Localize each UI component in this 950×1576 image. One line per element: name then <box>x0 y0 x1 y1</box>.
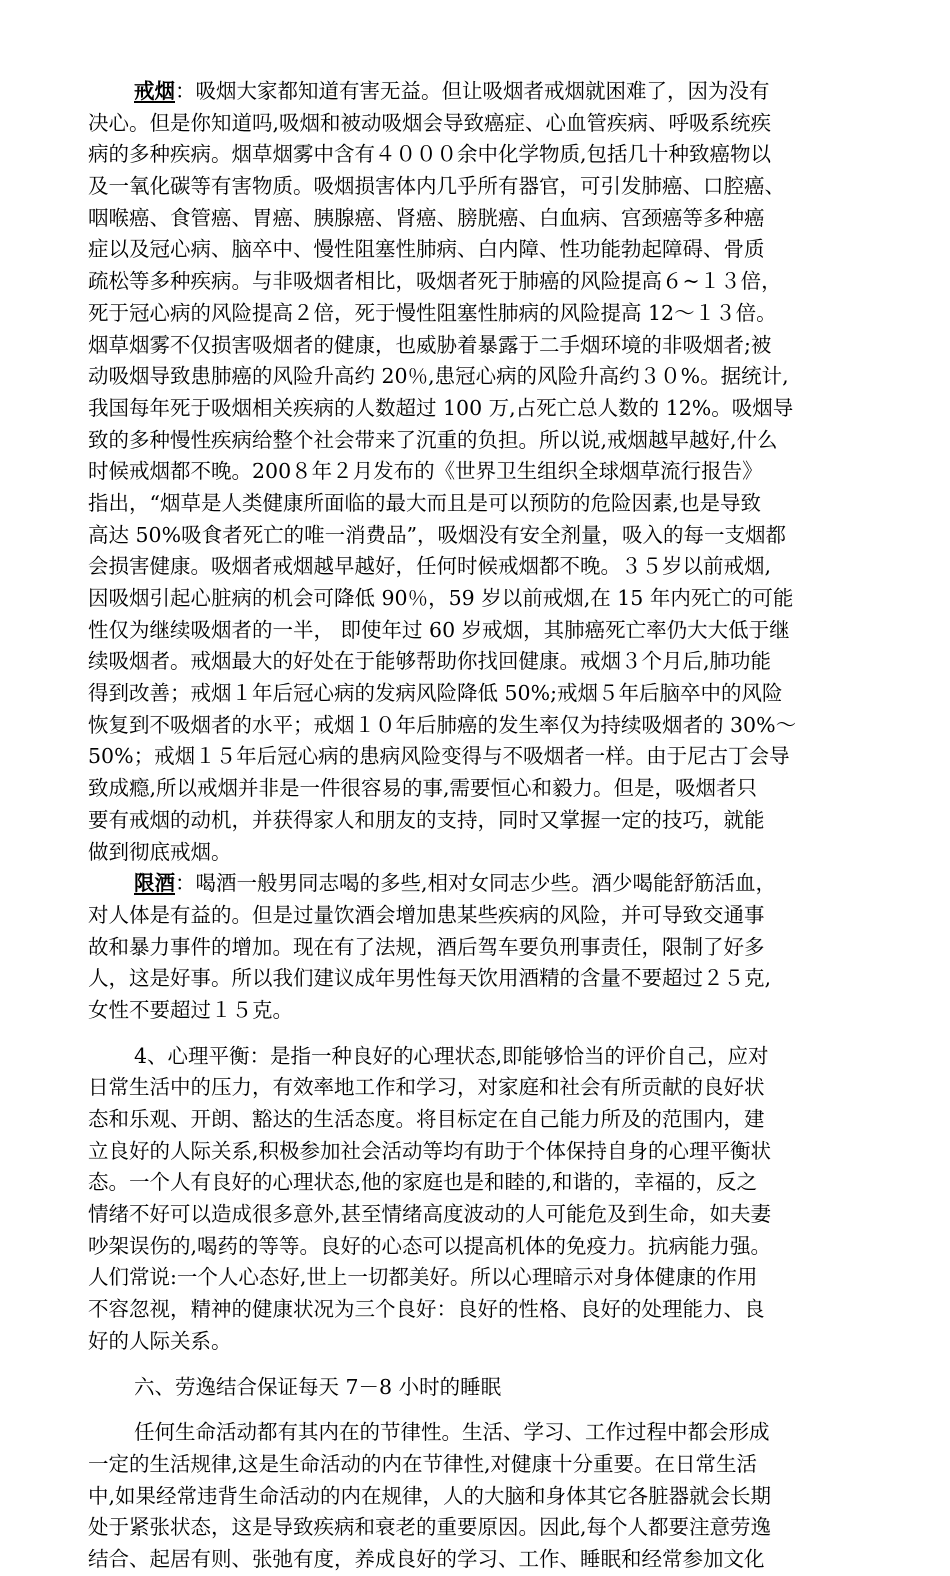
text-line: 一定的生活规律,这是生命活动的内在节律性,对健康十分重要。在日常生活 <box>88 1451 758 1476</box>
text-line: 吵架误伤的,喝药的等等。良好的心态可以提高机体的免疫力。抗病能力强。 <box>88 1233 772 1258</box>
text-line: 故和暴力事件的增加。现在有了法规，酒后驾车要负刑事责任，限制了好多 <box>88 934 765 959</box>
text-line: 死于冠心病的风险提高２倍，死于慢性阻塞性肺病的风险提高 12～１３倍。 <box>88 300 777 325</box>
limit-alcohol-keyword: 限酒 <box>134 871 175 896</box>
text-line: 症以及冠心病、脑卒中、慢性阻塞性肺病、白内障、性功能勃起障碍、骨质 <box>88 237 765 262</box>
text-line: 戒烟：吸烟大家都知道有害无益。但让吸烟者戒烟就困难了，因为没有 <box>134 79 770 103</box>
text-line: 对人体是有益的。但是过量饮酒会增加患某些疾病的风险，并可导致交通事 <box>88 902 765 927</box>
text-line: 决心。但是你知道吗,吸烟和被动吸烟会导致癌症、心血管疾病、呼吸系统疾 <box>88 110 772 135</box>
text-line: 咽喉癌、食管癌、胃癌、胰腺癌、肾癌、膀胱癌、白血病、宫颈癌等多种癌 <box>88 205 765 230</box>
text-line: 不容忽视，精神的健康状况为三个良好：良好的性格、良好的处理能力、良 <box>88 1297 765 1322</box>
text-line: 续吸烟者。戒烟最大的好处在于能够帮助你找回健康。戒烟３个月后,肺功能 <box>88 649 772 674</box>
text-line: 4、心理平衡：是指一种良好的心理状态,即能够恰当的评价自己，应对 <box>134 1043 769 1068</box>
quit-smoking-keyword: 戒烟 <box>134 79 175 103</box>
text-line: 立良好的人际关系,积极参加社会活动等均有助于个体保持自身的心理平衡状 <box>88 1138 772 1163</box>
text-line: 人们常说:一个人心态好,世上一切都美好。所以心理暗示对身体健康的作用 <box>88 1265 758 1290</box>
text-line: 日常生活中的压力，有效率地工作和学习，对家庭和社会有所贡献的良好状 <box>88 1075 765 1100</box>
section-six-paragraph <box>88 1417 858 1575</box>
mental-balance-paragraph <box>88 1041 858 1358</box>
text-line: 限酒：喝酒一般男同志喝的多些,相对女同志少些。酒少喝能舒筋活血， <box>134 871 777 896</box>
text-line: 女性不要超过１５克。 <box>88 997 293 1022</box>
text-line: 致成瘾,所以戒烟并非是一件很容易的事,需要恒心和毅力。但是，吸烟者只 <box>88 776 758 801</box>
text-line: 性仅为继续吸烟者的一半， 即使年过 60 岁戒烟，其肺癌死亡率仍大大低于继 <box>88 617 790 642</box>
text-line: 好的人际关系。 <box>88 1328 232 1353</box>
text-line: 人，这是好事。所以我们建议成年男性每天饮用酒精的含量不要超过２５克, <box>88 966 772 991</box>
text-line: 恢复到不吸烟者的水平；戒烟１０年后肺癌的发生率仅为持续吸烟者的 30%～ <box>88 712 797 737</box>
text-line: 疏松等多种疾病。与非吸烟者相比，吸烟者死于肺癌的风险提高６~１３倍， <box>88 269 782 294</box>
text-line: 做到彻底戒烟。 <box>88 839 232 864</box>
text-line: 结合、起居有则、张弛有度，养成良好的学习、工作、睡眠和经常参加文化 <box>88 1546 765 1571</box>
limit-alcohol-paragraph <box>88 868 858 1026</box>
text-line: 因吸烟引起心脏病的机会可降低 90％，59 岁以前戒烟,在 15 年内死亡的可能 <box>88 586 794 610</box>
paragraph-spacer <box>88 1027 858 1041</box>
document-page <box>88 76 858 1576</box>
text-line: 处于紧张状态，这是导致疾病和衰老的重要原因。因此,每个人都要注意劳逸 <box>88 1515 772 1540</box>
text-line: 50%；戒烟１５年后冠心病的患病风险变得与不吸烟者一样。由于尼古丁会导 <box>88 744 790 769</box>
text-line: 态。一个人有良好的心理状态,他的家庭也是和睦的,和谐的，幸福的，反之 <box>88 1170 758 1195</box>
text-line: 我国每年死于吸烟相关疾病的人数超过 100 万,占死亡总人数的 12%。吸烟导 <box>88 395 794 420</box>
text-line: 动吸烟导致患肺癌的风险升高约 20％,患冠心病的风险升高约３０%。据统计, <box>88 364 789 389</box>
text-line: 态和乐观、开朗、豁达的生活态度。将目标定在自己能力所及的范围内，建 <box>88 1107 765 1131</box>
quit-smoking-paragraph <box>88 76 858 868</box>
text-line: 情绪不好可以造成很多意外,甚至情绪高度波动的人可能危及到生命，如夫妻 <box>88 1202 772 1227</box>
section-heading: 六、劳逸结合保证每天 7－8 小时的睡眠 <box>134 1374 502 1399</box>
text-line: 致的多种慢性疾病给整个社会带来了沉重的负担。所以说,戒烟越早越好,什么 <box>88 427 778 452</box>
text-line: 烟草烟雾不仅损害吸烟者的健康，也威胁着暴露于二手烟环境的非吸烟者;被 <box>88 332 772 357</box>
paragraph-spacer <box>88 1403 858 1417</box>
text-line: 指出，“烟草是人类健康所面临的最大而且是可以预防的危险因素,也是导致 <box>88 490 761 515</box>
text-line: 任何生命活动都有其内在的节律性。生活、学习、工作过程中都会形成 <box>134 1420 770 1445</box>
text-line: 中,如果经常违背生命活动的内在规律，人的大脑和身体其它各脏器就会长期 <box>88 1483 772 1508</box>
text-line: 高达 50%吸食者死亡的唯一消费品”，吸烟没有安全剂量，吸入的每一支烟都 <box>88 522 787 547</box>
paragraph-spacer <box>88 1358 858 1372</box>
text-line: 要有戒烟的动机，并获得家人和朋友的支持，同时又掌握一定的技巧，就能 <box>88 807 765 832</box>
text-line: 时候戒烟都不晚。200８年２月发布的《世界卫生组织全球烟草流行报告》 <box>88 459 763 484</box>
text-line: 会损害健康。吸烟者戒烟越早越好，任何时候戒烟都不晚。３５岁以前戒烟, <box>88 554 772 579</box>
text-line: 及一氧化碳等有害物质。吸烟损害体内几乎所有器官，可引发肺癌、口腔癌、 <box>88 174 785 199</box>
text-line: 得到改善；戒烟１年后冠心病的发病风险降低 50%;戒烟５年后脑卒中的风险 <box>88 681 783 706</box>
text-line: 病的多种疾病。烟草烟雾中含有４０００余中化学物质,包括几十种致癌物以 <box>88 142 772 167</box>
